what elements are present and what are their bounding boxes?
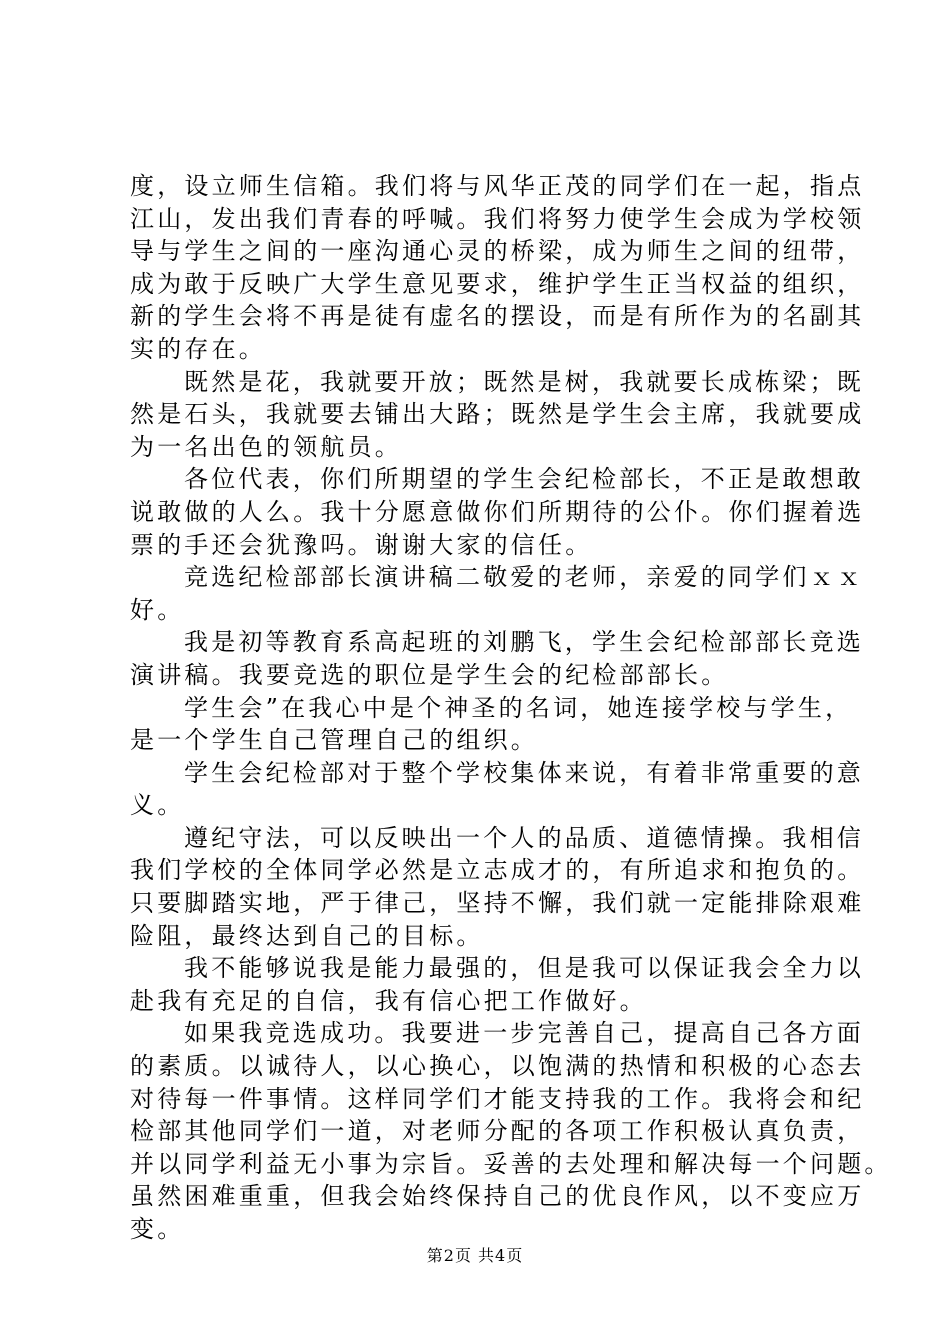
text-line: 变。 bbox=[130, 1215, 185, 1243]
text-line: 成为敢于反映广大学生意见要求，维护学生正当权益的组织， bbox=[130, 269, 865, 298]
text-line: 好。 bbox=[130, 595, 185, 624]
text-line: 义。 bbox=[130, 791, 185, 820]
paragraph-first-line: 各位代表，你们所期望的学生会纪检部长，不正是敢想敢 bbox=[184, 465, 864, 494]
text-line: 说敢做的人么。我十分愿意做你们所期待的公仆。你们握着选 bbox=[130, 497, 865, 526]
text-line: 并以同学利益无小事为宗旨。妥善的去处理和解决每一个问题。 bbox=[130, 1149, 892, 1178]
text-line: 演讲稿。我要竞选的职位是学生会的纪检部部长。 bbox=[130, 660, 729, 689]
text-line: 然是石头，我就要去铺出大路；既然是学生会主席，我就要成 bbox=[130, 400, 865, 429]
paragraph-first-line: 我不能够说我是能力最强的，但是我可以保证我会全力以 bbox=[184, 954, 864, 983]
text-line: 虽然困难重重，但我会始终保持自己的优良作风，以不变应万 bbox=[130, 1182, 865, 1211]
text-line: 险阻，最终达到自己的目标。 bbox=[130, 921, 484, 950]
paragraph-first-line: 学生会纪检部对于整个学校集体来说，有着非常重要的意 bbox=[184, 758, 864, 787]
paragraph-first-line: 我是初等教育系高起班的刘鹏飞，学生会纪检部部长竞选 bbox=[184, 628, 864, 657]
text-line: 对待每一件事情。这样同学们才能支持我的工作。我将会和纪 bbox=[130, 1084, 865, 1113]
text-line: 的素质。以诚待人，以心换心，以饱满的热情和积极的心态去 bbox=[130, 1052, 865, 1081]
paragraph-first-line: 既然是花，我就要开放；既然是树，我就要长成栋梁；既 bbox=[184, 367, 864, 396]
document-body bbox=[130, 170, 892, 1246]
text-line: 为一名出色的领航员。 bbox=[130, 432, 402, 461]
text-line: 赴我有充足的自信，我有信心把工作做好。 bbox=[130, 986, 647, 1015]
text-line: 江山，发出我们青春的呼喊。我们将努力使学生会成为学校领 bbox=[130, 204, 865, 233]
text-line: 是一个学生自己管理自己的组织。 bbox=[130, 726, 538, 755]
text-line: 我们学校的全体同学必然是立志成才的，有所追求和抱负的。 bbox=[130, 856, 865, 885]
text-line: 度，设立师生信箱。我们将与风华正茂的同学们在一起，指点 bbox=[130, 172, 865, 200]
text-line: 实的存在。 bbox=[130, 334, 266, 363]
text-line: 票的手还会犹豫吗。谢谢大家的信任。 bbox=[130, 530, 593, 559]
text-line: 只要脚踏实地，严于律己，坚持不懈，我们就一定能排除艰难 bbox=[130, 889, 865, 918]
paragraph-first-line: 遵纪守法，可以反映出一个人的品质、道德情操。我相信 bbox=[184, 823, 864, 852]
text-line: 导与学生之间的一座沟通心灵的桥梁，成为师生之间的纽带， bbox=[130, 237, 865, 266]
paragraph-first-line: 如果我竞选成功。我要进一步完善自己，提高自己各方面 bbox=[184, 1019, 864, 1048]
paragraph-first-line: 竞选纪检部部长演讲稿二敬爱的老师，亲爱的同学们ｘｘ bbox=[184, 563, 864, 592]
page-number-footer: 第2页 共4页 bbox=[426, 1246, 524, 1265]
paragraph-first-line: 学生会”在我心中是个神圣的名词，她连接学校与学生， bbox=[184, 693, 853, 722]
text-line: 新的学生会将不再是徒有虚名的摆设，而是有所作为的名副其 bbox=[130, 302, 865, 331]
text-line: 检部其他同学们一道，对老师分配的各项工作积极认真负责， bbox=[130, 1117, 865, 1146]
